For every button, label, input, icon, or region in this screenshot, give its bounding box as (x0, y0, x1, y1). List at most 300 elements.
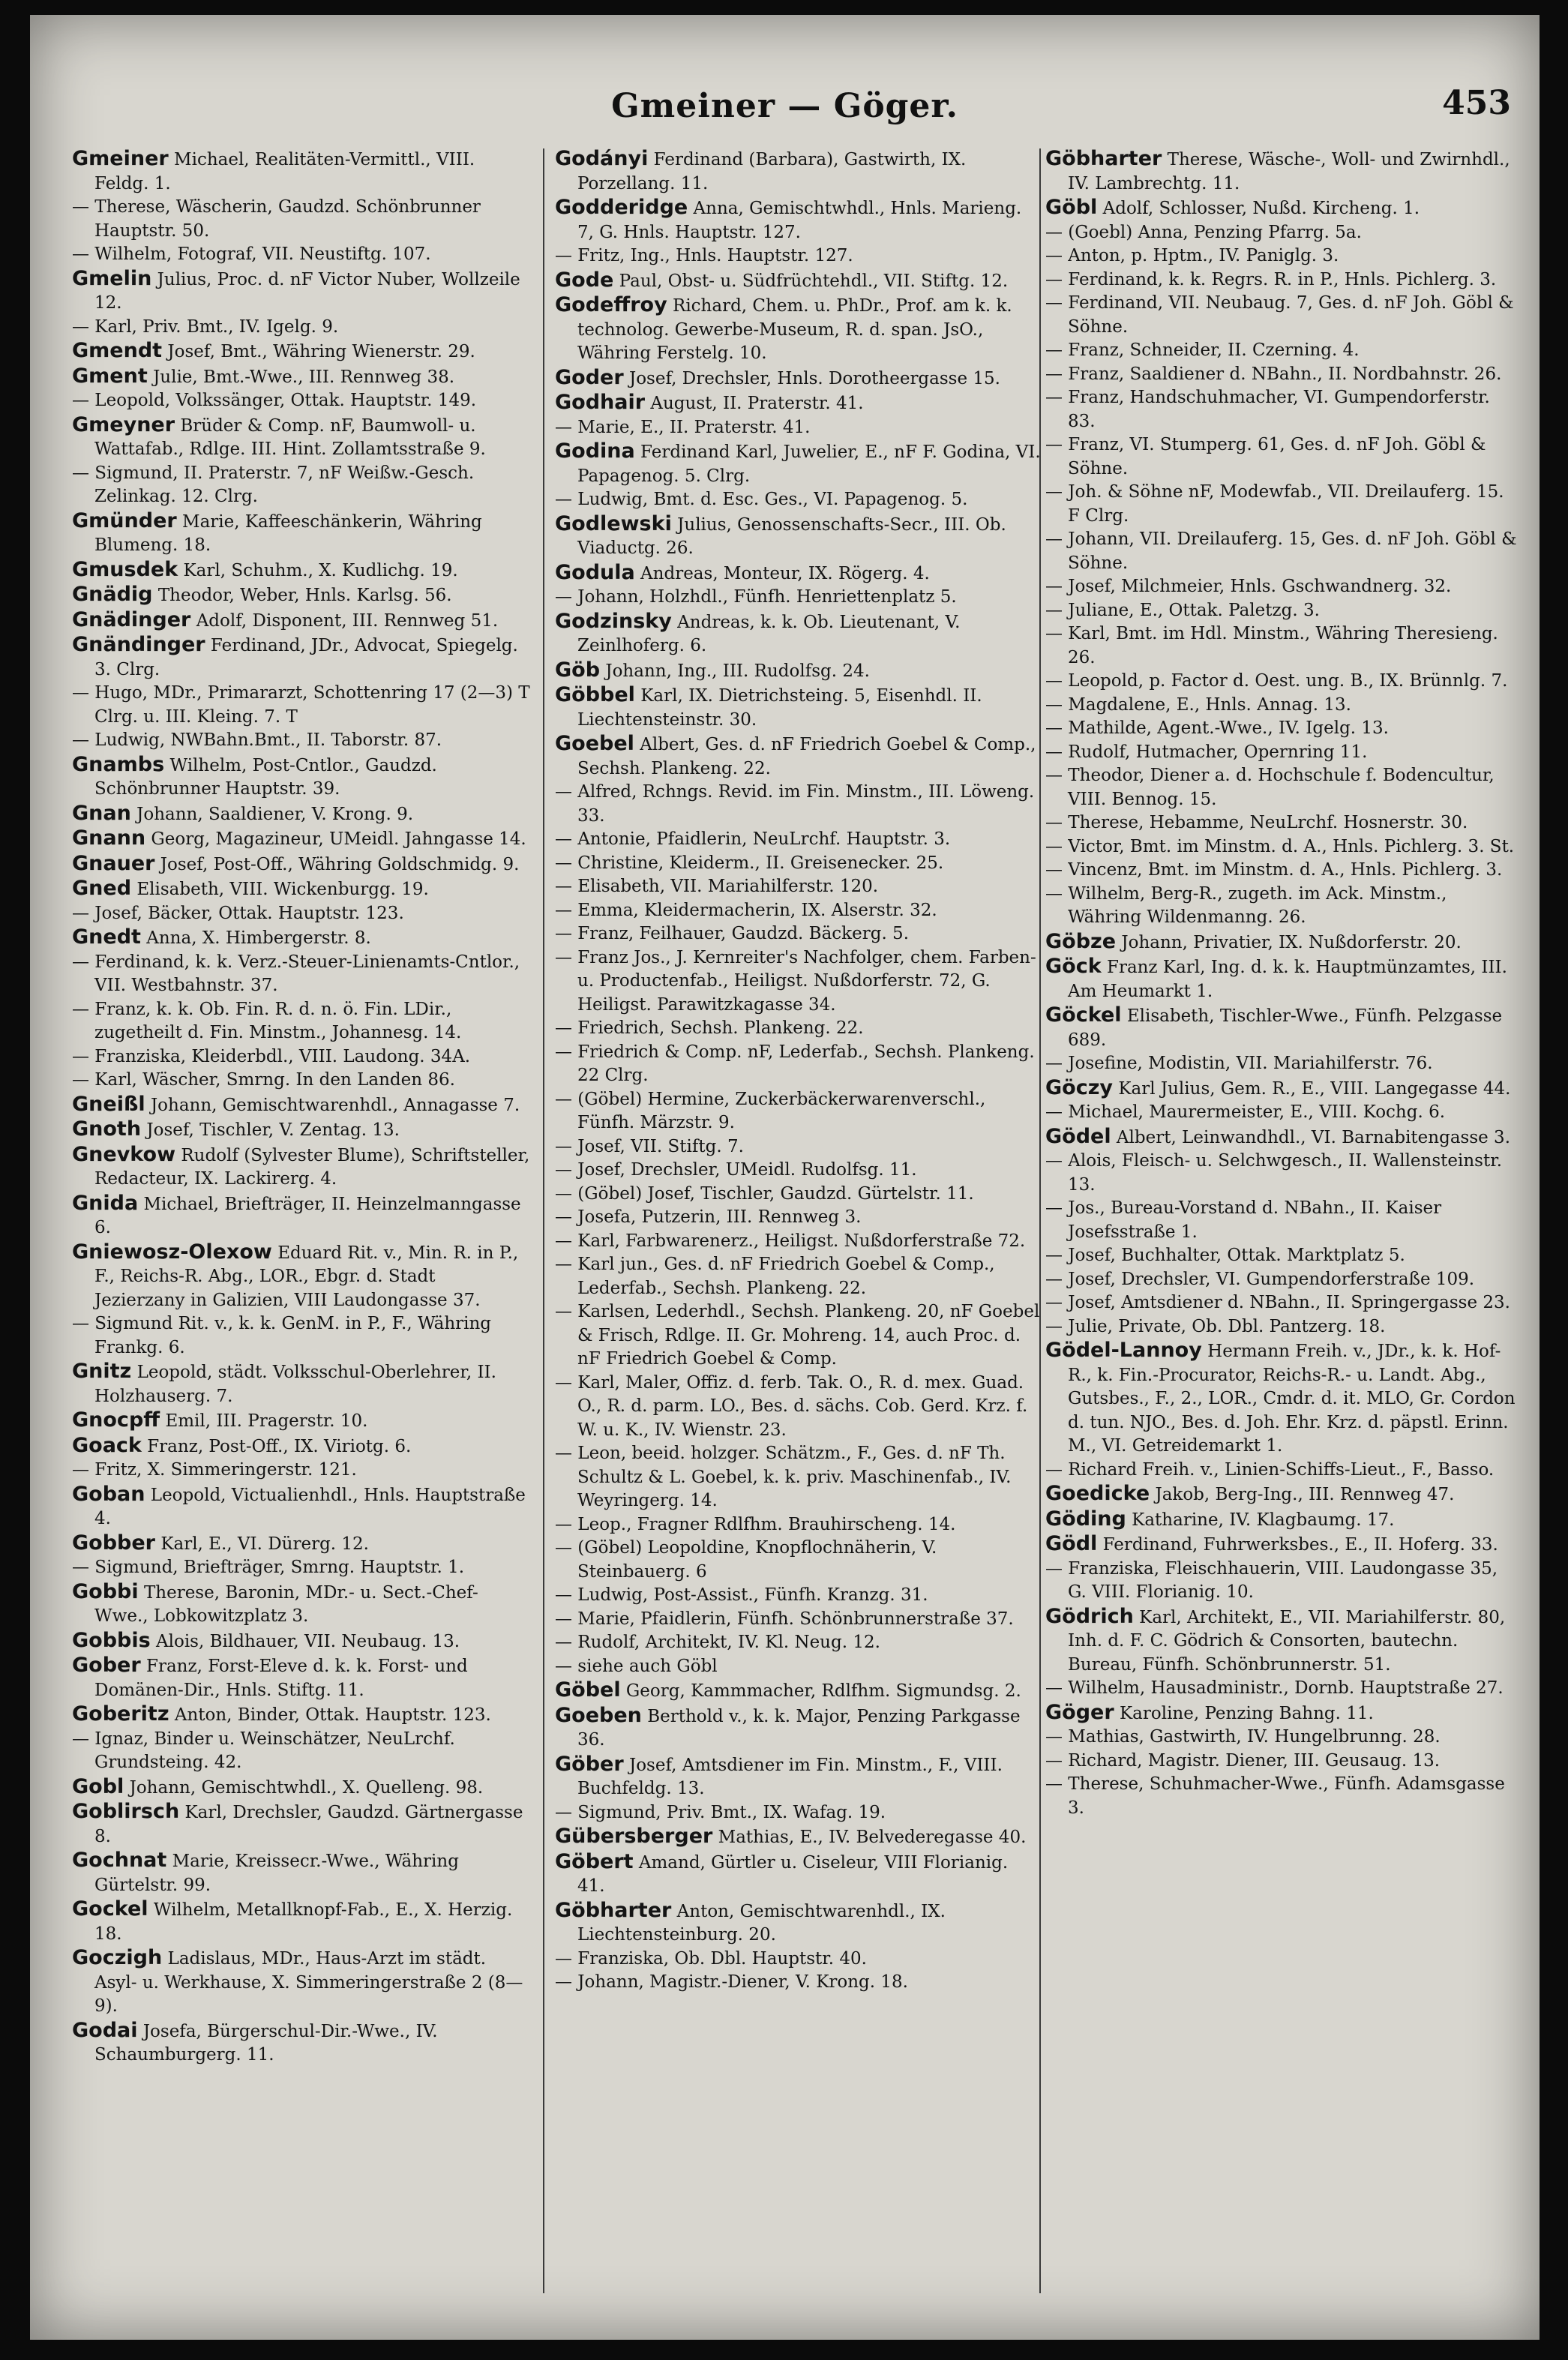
directory-entry (72, 826, 531, 852)
entry-surname: Gnocpff (72, 1408, 160, 1432)
entry-details: — Ludwig, Post-Assist., Fünfh. Kranzg. 31. (555, 1585, 928, 1605)
directory-entry (555, 1041, 1041, 1088)
entry-details: Alois, Bildhauer, VII. Neubaug. 13. (156, 1631, 460, 1651)
directory-entry (72, 1143, 531, 1192)
entry-details: — Leop., Fragner Rdlfhm. Brauhirscheng. 14. (555, 1514, 956, 1534)
directory-entry (72, 1800, 531, 1849)
entry-details: — Wilhelm, Fotograf, VII. Neustiftg. 107. (72, 244, 431, 264)
column-2 (555, 147, 1041, 2314)
entry-details: — Rudolf, Architekt, IV. Kl. Neug. 12. (555, 1633, 880, 1652)
directory-entry (72, 1240, 531, 1313)
entry-details: August, II. Praterstr. 41. (650, 394, 864, 413)
entry-surname: Gmelin (72, 266, 152, 290)
entry-details: — Antonie, Pfaidlerin, NeuLrchf. Hauptstr. 3. (555, 829, 951, 849)
entry-details: Adolf, Disponent, III. Rennweg 51. (196, 610, 499, 631)
entry-surname: Gobl (72, 1774, 124, 1798)
entry-surname: Gniewosz-Olexow (72, 1240, 272, 1264)
directory-entry (555, 268, 1041, 294)
entry-surname: Goban (72, 1482, 145, 1506)
directory-entry (555, 1801, 1041, 1825)
entry-details: — Therese, Schuhmacher-Wwe., Fünfh. Adamsgasse 3. (1045, 1774, 1505, 1818)
entry-details: Marie, Kaffeeschänkerin, Währing Blumeng. 18. (94, 511, 482, 555)
entry-details: — Marie, Pfaidlerin, Fünfh. Schönbrunnerstraße 37. (555, 1609, 1014, 1629)
entry-surname: Goack (72, 1433, 142, 1457)
entry-surname: Göbharter (1045, 147, 1162, 170)
entry-details: Brüder & Comp. nF, Baumwoll- u. Wattafab., Rdlge. III. Hint. Zollamtsstraße 9. (94, 415, 486, 459)
directory-entry (555, 1971, 1041, 1995)
directory-entry (555, 586, 1041, 610)
directory-entry (72, 583, 531, 608)
entry-details: Karl, E., VI. Dürerg. 12. (160, 1534, 369, 1554)
directory-entry (72, 753, 531, 802)
entry-details: — Wilhelm, Hausadministr., Dornb. Hauptstraße 27. (1045, 1678, 1504, 1698)
entry-surname: Gmünder (72, 508, 177, 532)
entry-details: — Ferdinand, VII. Neubaug. 7, Ges. d. nF Joh. Göbl & Söhne. (1045, 293, 1514, 337)
entry-surname: Gober (72, 1654, 141, 1677)
entry-details: — Leopold, p. Factor d. Oest. ung. B., IX. Brünnlg. 7. (1045, 671, 1508, 691)
directory-entry (1045, 196, 1518, 221)
directory-entry (1045, 1532, 1518, 1558)
entry-details: Ferdinand, JDr., Advocat, Spiegelg. 3. Clrg. (94, 636, 518, 679)
entry-details: — Josef, Bäcker, Ottak. Hauptstr. 123. (72, 903, 404, 923)
entry-details: Ladislaus, MDr., Haus-Arzt im städt. Asyl- u. Werkhause, X. Simmeringerstraße 2 (8—9). (94, 1949, 523, 2016)
entry-details: — Franz, VI. Stumperg. 61, Ges. d. nF Joh. Göbl & Söhne. (1045, 435, 1486, 478)
directory-entry (72, 998, 531, 1045)
directory-entry (72, 1775, 531, 1801)
directory-entry (72, 316, 531, 340)
directory-entry (72, 729, 531, 753)
directory-entry (555, 391, 1041, 416)
entry-surname: Godzinsky (555, 609, 672, 633)
directory-entry (1045, 1150, 1518, 1197)
entry-surname: Gödel (1045, 1124, 1111, 1148)
directory-entry (1045, 1750, 1518, 1774)
entry-details: Josef, Amtsdiener im Fin. Minstm., F., VIII. Buchfeldg. 13. (577, 1755, 1003, 1798)
directory-entry (1045, 930, 1518, 955)
directory-entry (555, 196, 1041, 244)
entry-details: Julie, Bmt.-Wwe., III. Rennweg 38. (153, 367, 455, 387)
entry-details: — Josefa, Putzerin, III. Rennweg 3. (555, 1207, 862, 1227)
directory-entry (72, 462, 531, 509)
entry-details: Andreas, Monteur, IX. Rögerg. 4. (640, 563, 930, 583)
directory-entry (555, 488, 1041, 512)
entry-surname: Gübersberger (555, 1825, 713, 1848)
entry-surname: Gmeiner (72, 147, 169, 170)
directory-entry (1045, 1003, 1518, 1052)
column-3 (1045, 147, 1518, 2314)
entry-details: — Sigmund Rit. v., k. k. GenM. in P., F., Währing Frankg. 6. (72, 1314, 492, 1357)
directory-entry (72, 852, 531, 877)
entry-surname: Gödrich (1045, 1604, 1134, 1628)
entry-details: — Franziska, Ob. Dbl. Hauptstr. 40. (555, 1948, 867, 1969)
directory-entry (555, 683, 1041, 732)
entry-details: Hermann Freih. v., JDr., k. k. Hof-R., k. Fin.-Procurator, Reichs-R.- u. Landt. Abg., Gutsbes., F., 2., LOR., Cmdr. d. it. MLO, Gr. Cordon d. tun. NJO., Bes. d. Joh. Ehr. Krz. d. päpstl. Erinn. M., VI. Getreidemarkt 1. (1068, 1342, 1516, 1456)
entry-details: Johann, Privatier, IX. Nußdorferstr. 20. (1121, 932, 1462, 952)
directory-entry (555, 1088, 1041, 1135)
directory-entry (1045, 1244, 1518, 1268)
directory-entry (72, 1434, 531, 1459)
entry-details: Josef, Bmt., Währing Wienerstr. 29. (167, 342, 475, 361)
entry-details: Michael, Briefträger, II. Heinzelmanngasse 6. (94, 1194, 521, 1237)
entry-surname: Gnambs (72, 752, 165, 776)
entry-surname: Göb (555, 658, 601, 682)
directory-entry (1045, 1558, 1518, 1605)
page-number: 453 (1442, 84, 1511, 122)
entry-surname: Gmeyner (72, 412, 175, 436)
entry-details: — Julie, Private, Ob. Dbl. Pantzerg. 18. (1045, 1316, 1386, 1336)
entry-details: — Ferdinand, k. k. Regrs. R. in P., Hnls. Pichlerg. 3. (1045, 269, 1497, 289)
directory-entry (555, 852, 1041, 876)
entry-surname: Göbbel (555, 683, 635, 706)
directory-entry (555, 1825, 1041, 1850)
entry-details: — Ferdinand, k. k. Verz.-Steuer-Linienamts-Cntlor., VII. Westbahnstr. 37. (72, 952, 520, 995)
column-rule (543, 148, 544, 2293)
entry-surname: Gnan (72, 801, 131, 825)
entry-details: — Franziska, Kleiderbdl., VIII. Laudong. 34A. (72, 1046, 471, 1066)
directory-entry (555, 1584, 1041, 1608)
directory-entry (72, 608, 531, 634)
entry-details: — Franziska, Fleischhauerin, VIII. Laudongasse 35, G. VIII. Florianig. 10. (1045, 1558, 1498, 1602)
entry-details: — Marie, E., II. Praterstr. 41. (555, 417, 811, 437)
directory-entry (1045, 1507, 1518, 1533)
entry-details: Berthold v., k. k. Major, Penzing Parkgasse 36. (577, 1706, 1021, 1750)
entry-surname: Göckel (1045, 1003, 1122, 1027)
entry-details: Karl, Architekt, E., VII. Mariahilferstr. 80, Inh. d. F. C. Gödrich & Consorten, bautechn. Bureau, Fünfh. Schönbrunnerstr. 51. (1068, 1607, 1506, 1675)
entry-details: Franz Karl, Ing. d. k. k. Hauptmünzamtes, III. Am Heumarkt 1. (1068, 958, 1507, 1001)
directory-entry (555, 781, 1041, 828)
entry-details: — Karlsen, Lederhdl., Sechsh. Plankeng. 20, nF Goebel & Frisch, Rdlge. II. Gr. Mohreng. 14, auch Proc. d. nF Friedrich Goebel & Comp. (555, 1302, 1040, 1369)
directory-entry (72, 2019, 531, 2068)
directory-entry (72, 1069, 531, 1093)
directory-entry (1045, 1101, 1518, 1125)
directory-entry (1045, 292, 1518, 339)
directory-entry (1045, 221, 1518, 245)
directory-entry (72, 1897, 531, 1946)
entry-details: Emil, III. Pragerstr. 10. (165, 1411, 368, 1431)
entry-details: — Josef, Milchmeier, Hnls. Gschwandnerg. 32. (1045, 577, 1452, 596)
directory-entry (555, 946, 1041, 1018)
directory-entry (72, 1312, 531, 1360)
entry-details: Amand, Gürtler u. Ciseleur, VIII Florianig. 41. (577, 1852, 1009, 1896)
entry-details: — Therese, Hebamme, NeuLrchf. Hosnerstr. 30. (1045, 813, 1468, 832)
entry-details: Karl Julius, Gem. R., E., VIII. Langegasse 44. (1118, 1078, 1511, 1099)
directory-entry (1045, 1125, 1518, 1150)
entry-surname: Goedicke (1045, 1482, 1150, 1505)
entry-details: Therese, Wäsche-, Woll- und Zwirnhdl., IV. Lambrechtg. 11. (1068, 150, 1510, 193)
entry-details: — Sigmund, II. Praterstr. 7, nF Weißw.-Gesch. Zelinkag. 12. Clrg. (72, 463, 475, 506)
entry-details: Franz, Post-Off., IX. Viriotg. 6. (147, 1436, 412, 1456)
entry-details: Josefa, Bürgerschul-Dir.-Wwe., IV. Schaumburgerg. 11. (94, 2021, 438, 2065)
directory-entry (1045, 339, 1518, 363)
directory-entry (555, 1253, 1041, 1300)
entry-details: Leopold, Victualienhdl., Hnls. Hauptstraße 4. (94, 1485, 526, 1528)
directory-entry (72, 902, 531, 926)
directory-entry (555, 828, 1041, 852)
entry-details: — Karl, Maler, Offiz. d. ferb. Tak. O., R. d. mex. Guad. O., R. d. parm. LO., Bes. d. sächs. Cob. Gerd. Krz. f. W. u. K., IV. Wienstr. 23. (555, 1372, 1028, 1440)
column-1 (72, 147, 531, 2314)
directory-entry (72, 1946, 531, 2019)
directory-entry (1045, 1076, 1518, 1102)
entry-details: — Franz, Schneider, II. Czerning. 4. (1045, 340, 1360, 360)
entry-details: — Emma, Kleidermacherin, IX. Alserstr. 32. (555, 900, 937, 920)
directory-entry (72, 1045, 531, 1069)
entry-surname: Goblirsch (72, 1800, 180, 1823)
entry-details: Georg, Magazineur, UMeidl. Jahngasse 14. (151, 829, 526, 849)
entry-surname: Goczigh (72, 1946, 163, 1969)
directory-entry (72, 1531, 531, 1557)
entry-details: Albert, Ges. d. nF Friedrich Goebel & Comp., Sechsh. Plankeng. 22. (577, 735, 1036, 778)
directory-entry (555, 1135, 1041, 1159)
directory-entry (1045, 1339, 1518, 1459)
directory-entry (1045, 1052, 1518, 1076)
entry-details: Therese, Baronin, MDr.- u. Sect.-Chef-Wwe., Lobkowitzplatz 3. (94, 1582, 478, 1626)
entry-details: Anton, Binder, Ottak. Hauptstr. 123. (174, 1705, 491, 1725)
entry-details: Jakob, Berg-Ing., III. Rennweg 47. (1155, 1485, 1455, 1504)
entry-surname: Gödl (1045, 1532, 1098, 1555)
directory-entry (555, 1442, 1041, 1513)
entry-details: — Joh. & Söhne nF, Modewfab., VII. Dreilauferg. 15. F Clrg. (1045, 482, 1504, 526)
entry-details: — (Goebl) Anna, Penzing Pfarrg. 5a. (1045, 222, 1362, 242)
entry-details: Johann, Ing., III. Rudolfsg. 24. (605, 661, 870, 681)
entry-surname: Göbze (1045, 929, 1117, 953)
directory-entry (72, 509, 531, 558)
directory-entry (72, 877, 531, 902)
entry-surname: Gmendt (72, 339, 163, 362)
entry-surname: Gobbi (72, 1579, 139, 1603)
entry-details: Marie, Kreissecr.-Wwe., Währing Gürtelstr. 99. (94, 1852, 459, 1895)
entry-details: — Elisabeth, VII. Mariahilferstr. 120. (555, 877, 879, 896)
entry-surname: Gned (72, 877, 132, 900)
directory-entry (555, 922, 1041, 946)
entry-surname: Göger (1045, 1700, 1114, 1724)
directory-entry (72, 1556, 531, 1580)
entry-surname: Gnann (72, 826, 146, 850)
entry-details: Georg, Kammmacher, Rdlfhm. Sigmundsg. 2. (625, 1681, 1021, 1701)
entry-details: — Johann, Holzhdl., Fünfh. Henriettenplatz 5. (555, 587, 957, 607)
directory-entry (555, 1899, 1041, 1948)
entry-details: — Sigmund, Priv. Bmt., IX. Wafag. 19. (555, 1802, 886, 1822)
directory-entry (72, 243, 531, 267)
entry-surname: Gmusdek (72, 557, 178, 581)
directory-entry (72, 1580, 531, 1629)
entry-details: Ferdinand Karl, Juwelier, E., nF F. Godina, VI. Papagenog. 5. Clrg. (577, 442, 1041, 486)
directory-entry (1045, 481, 1518, 528)
entry-details: — Leopold, Volkssänger, Ottak. Hauptstr. 149. (72, 391, 477, 410)
directory-entry (555, 293, 1041, 366)
entry-surname: Godlewski (555, 511, 672, 535)
entry-surname: Gnauer (72, 851, 155, 875)
directory-entry (1045, 1605, 1518, 1678)
entry-details: — Magdalene, E., Hnls. Annag. 13. (1045, 694, 1351, 715)
entry-details: — Therese, Wäscherin, Gaudzd. Schönbrunner Hauptstr. 50. (72, 197, 481, 241)
entry-details: Wilhelm, Post-Cntlor., Gaudzd. Schönbrunner Hauptstr. 39. (94, 755, 437, 799)
entry-details: — Alfred, Rchngs. Revid. im Fin. Minstm., III. Löweng. 33. (555, 782, 1035, 826)
directory-entry (555, 366, 1041, 391)
directory-entry (555, 658, 1041, 684)
entry-details: Richard, Chem. u. PhDr., Prof. am k. k. technolog. Gewerbe-Museum, R. d. span. JsO., Währing Ferstelg. 10. (577, 296, 1012, 363)
directory-entry (1045, 575, 1518, 599)
directory-entry (1045, 1701, 1518, 1726)
directory-entry (1045, 244, 1518, 268)
directory-entry (72, 802, 531, 827)
entry-details: — Karl, Bmt. im Hdl. Minstm., Währing Theresieng. 26. (1045, 624, 1498, 667)
directory-entry (555, 875, 1041, 899)
entry-details: Anna, X. Himbergerstr. 8. (146, 928, 371, 948)
directory-entry (555, 732, 1041, 781)
entry-details: Julius, Genossenschafts-Secr., III. Ob. Viaductg. 26. (577, 514, 1006, 558)
directory-entry (72, 1093, 531, 1118)
entry-details: — (Göbel) Leopoldine, Knopflochnäherin, V. Steinbauerg. 6 (555, 1538, 937, 1582)
directory-entry (1045, 1197, 1518, 1244)
entry-details: — Ludwig, NWBahn.Bmt., II. Taborstr. 87. (72, 730, 442, 750)
directory-entry (1045, 599, 1518, 623)
directory-entry (555, 1704, 1041, 1753)
entry-details: — Mathias, Gastwirth, IV. Hungelbrunng. 28. (1045, 1727, 1441, 1747)
entry-details: — Josefine, Modistin, VII. Mariahilferstr. 76. (1045, 1054, 1433, 1073)
entry-surname: Gnevkow (72, 1142, 176, 1166)
directory-entry (555, 1206, 1041, 1230)
entry-details: — siehe auch Göbl (555, 1656, 718, 1676)
directory-entry (72, 1408, 531, 1434)
directory-entry (555, 1513, 1041, 1537)
entry-surname: Gnoth (72, 1117, 142, 1141)
directory-entry (555, 1300, 1041, 1372)
entry-details: — Hugo, MDr., Primararzt, Schottenring 17 (2—3) T Clrg. u. III. Kleing. 7. T (72, 683, 530, 727)
entry-details: Theodor, Weber, Hnls. Karlsg. 56. (157, 586, 452, 605)
entry-details: — Leon, beeid. holzger. Schätzm., F., Ges. d. nF Th. Schultz & L. Goebel, k. k. priv. Maschinenfab., IV. Weyringerg. 14. (555, 1444, 1012, 1510)
directory-entry (1045, 1482, 1518, 1507)
directory-entry (72, 196, 531, 243)
directory-entry (72, 413, 531, 462)
directory-entry (555, 1948, 1041, 1972)
entry-details: — Sigmund, Briefträger, Smrng. Hauptstr. 1. (72, 1558, 465, 1577)
entry-details: Ferdinand, Fuhrwerksbes., E., II. Hoferg. 33. (1102, 1535, 1498, 1555)
entry-details: Julius, Proc. d. nF Victor Nuber, Wollzeile 12. (94, 269, 520, 313)
entry-surname: Godina (555, 439, 635, 463)
entry-details: — (Göbel) Josef, Tischler, Gaudzd. Gürtelstr. 11. (555, 1183, 974, 1204)
directory-entry (72, 364, 531, 390)
entry-surname: Göding (1045, 1507, 1126, 1531)
entry-details: — Johann, Magistr.-Diener, V. Krong. 18. (555, 1972, 908, 1992)
entry-details: — Friedrich & Comp. nF, Lederfab., Sechsh. Plankeng. 22 Clrg. (555, 1042, 1035, 1085)
entry-details: Josef, Post-Off., Währing Goldschmidg. 9. (160, 854, 520, 874)
entry-details: Eduard Rit. v., Min. R. in P., F., Reichs-R. Abg., LOR., Ebgr. d. Stadt Jezierzany in Galizien, VIII Laudongasse 37. (94, 1243, 519, 1310)
entry-surname: Godhair (555, 391, 646, 414)
entry-surname: Gnedt (72, 925, 141, 949)
entry-details: Franz, Forst-Eleve d. k. k. Forst- und Domänen-Dir., Hnls. Stiftg. 11. (94, 1657, 468, 1700)
entry-surname: Gode (555, 268, 614, 292)
entry-details: Michael, Realitäten-Vermittl., VIII. Feldg. 1. (94, 150, 475, 193)
entry-details: Karl, IX. Dietrichsteing. 5, Eisenhdl. II. Liechtensteinstr. 30. (577, 686, 982, 730)
entry-surname: Gödel-Lannoy (1045, 1339, 1202, 1362)
entry-details: — (Göbel) Hermine, Zuckerbäckerwarenverschl., Fünfh. Märzstr. 9. (555, 1089, 986, 1132)
directory-entry (555, 1372, 1041, 1443)
directory-entry (555, 1230, 1041, 1254)
directory-entry (72, 1654, 531, 1702)
entry-details: Adolf, Schlosser, Nußd. Kircheng. 1. (1102, 199, 1420, 218)
entry-details: Karl, Drechsler, Gaudzd. Gärtnergasse 8. (94, 1803, 523, 1846)
entry-surname: Gobbis (72, 1628, 151, 1652)
entry-surname: Gobber (72, 1531, 155, 1555)
entry-surname: Godderidge (555, 196, 688, 219)
entry-details: — Josef, Drechsler, UMeidl. Rudolfsg. 11. (555, 1160, 917, 1180)
entry-details: Johann, Gemischtwhdl., X. Quelleng. 98. (129, 1777, 484, 1798)
directory-entry (555, 1159, 1041, 1183)
directory-entry (1045, 1459, 1518, 1483)
entry-surname: Gnädinger (72, 607, 191, 631)
entry-surname: Goder (555, 365, 624, 389)
directory-entry (555, 1753, 1041, 1801)
directory-entry (555, 244, 1041, 268)
entry-surname: Godai (72, 2018, 138, 2042)
directory-entry (555, 1017, 1041, 1041)
directory-entry (1045, 268, 1518, 292)
entry-details: — Karl jun., Ges. d. nF Friedrich Goebel & Comp., Lederfab., Sechsh. Plankeng. 22. (555, 1255, 995, 1298)
directory-entry (1045, 955, 1518, 1003)
entry-details: Karl, Schuhm., X. Kudlichg. 19. (183, 560, 458, 580)
directory-entry (555, 416, 1041, 440)
directory-entry (1045, 363, 1518, 387)
entry-surname: Gnitz (72, 1360, 132, 1383)
entry-details: Anna, Gemischtwhdl., Hnls. Marieng. 7, G. Hnls. Hauptstr. 127. (577, 199, 1022, 242)
entry-details: — Josef, Drechsler, VI. Gumpendorferstraße 109. (1045, 1269, 1475, 1289)
directory-entry (72, 1702, 531, 1728)
entry-surname: Goberitz (72, 1702, 169, 1726)
entry-details: Karoline, Penzing Bahng. 11. (1119, 1703, 1374, 1723)
entry-details: Rudolf (Sylvester Blume), Schriftsteller, Redacteur, IX. Lackirerg. 4. (94, 1145, 530, 1189)
entry-surname: Gnida (72, 1191, 139, 1215)
entry-details: — Ignaz, Binder u. Weinschätzer, NeuLrchf. Grundsteing. 42. (72, 1729, 455, 1772)
entry-surname: Gockel (72, 1897, 148, 1921)
entry-surname: Gneißl (72, 1092, 145, 1116)
entry-details: — Franz Jos., J. Kernreiter's Nachfolger, chem. Farben- u. Productenfab., Heiligst. Nußdorferstr. 72, G. Heiligst. Parawitzkagasse 34. (555, 947, 1036, 1015)
directory-entry (555, 1655, 1041, 1679)
directory-entry (1045, 1315, 1518, 1339)
entry-details: — Vincenz, Bmt. im Minstm. d. A., Hnls. Pichlerg. 3. (1045, 860, 1503, 880)
directory-entry (72, 1629, 531, 1654)
entry-details: — Fritz, X. Simmeringerstr. 121. (72, 1460, 357, 1480)
entry-surname: Göbl (1045, 196, 1098, 219)
directory-entry (72, 951, 531, 998)
entry-details: — Johann, VII. Dreilauferg. 15, Ges. d. nF Joh. Göbl & Söhne. (1045, 529, 1517, 573)
entry-surname: Godányi (555, 147, 649, 170)
entry-details: — Christine, Kleiderm., II. Greisenecker. 25. (555, 853, 944, 873)
entry-surname: Godeffroy (555, 293, 667, 316)
directory-entry (1045, 1291, 1518, 1315)
entry-details: Elisabeth, VIII. Wickenburgg. 19. (136, 880, 429, 899)
directory-entry (1045, 811, 1518, 835)
directory-entry (1045, 622, 1518, 670)
directory-entry (555, 147, 1041, 196)
entry-details: Elisabeth, Tischler-Wwe., Fünfh. Pelzgasse 689. (1068, 1006, 1503, 1050)
entry-details: Mathias, E., IV. Belvederegasse 40. (718, 1828, 1027, 1847)
directory-entry (555, 1608, 1041, 1632)
directory-entry (555, 439, 1041, 488)
directory-entry (555, 1678, 1041, 1704)
entry-details: Ferdinand (Barbara), Gastwirth, IX. Porzellang. 11. (577, 150, 967, 193)
entry-details: — Richard, Magistr. Diener, III. Geusaug. 13. (1045, 1750, 1441, 1771)
entry-surname: Gochnat (72, 1849, 167, 1872)
entry-details: — Theodor, Diener a. d. Hochschule f. Bodencultur, VIII. Bennog. 15. (1045, 766, 1495, 809)
entry-surname: Göbert (555, 1849, 634, 1873)
entry-details: — Josef, VII. Stiftg. 7. (555, 1136, 744, 1156)
directory-entry (1045, 859, 1518, 883)
entry-details: Albert, Leinwandhdl., VI. Barnabitengasse 3. (1116, 1127, 1511, 1147)
directory-entry (1045, 1726, 1518, 1750)
directory-entry (555, 899, 1041, 923)
directory-entry (1045, 1268, 1518, 1292)
directory-entry (555, 1183, 1041, 1207)
